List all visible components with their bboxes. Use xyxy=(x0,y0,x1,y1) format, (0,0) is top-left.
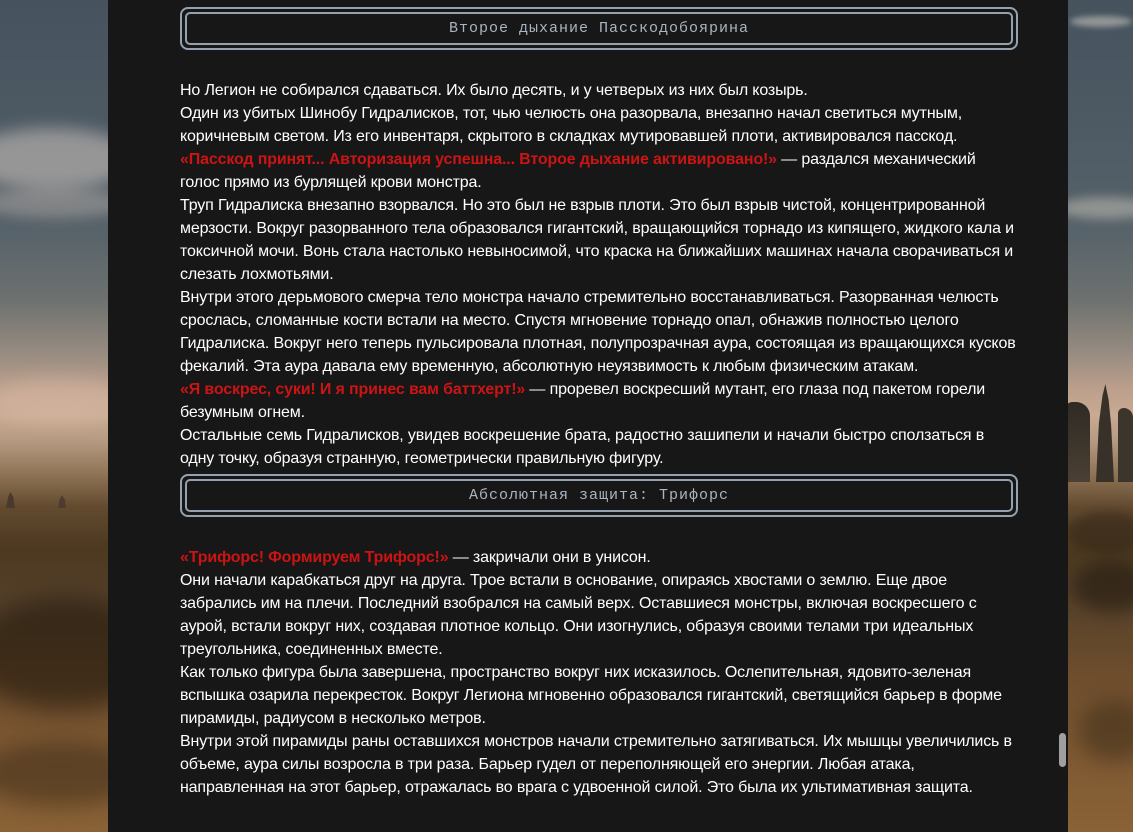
story-text: — проревел воскресший мутант, его глаза под пакетом горели безумным огнем. xyxy=(180,381,986,421)
story-text: Они начали карабкаться друг на друга. Трое встали в основание, опираясь хвостами о землю. Еще двое забрались им на плечи. Последний взобрался на самый верх. Оставшиеся монстры, включая воскресшего с аурой, встали вокруг них, создавая плотное кольцо. Они изогнулись, образуя своими телами три идеальных треугольника, соединенных вместе. xyxy=(180,572,977,658)
story-paragraph xyxy=(180,378,1018,424)
section-banner xyxy=(180,7,1018,50)
story-text: Но Легион не собирался сдаваться. Их было десять, и у четверых из них был козырь. xyxy=(180,82,808,99)
highlight-dialogue: «Пасскод принят... Авторизация успешна... Второе дыхание активировано!» xyxy=(180,151,777,168)
story-text: Внутри этого дерьмового смерча тело монстра начало стремительно восстанавливаться. Разорванная челюсть срослась, сломанные кости встали на место. Спустя мгновение торнадо опал, обнажив полностью целого Гидралиска. Вокруг него теперь пульсировала плотная, полупрозрачная аура, состоящая из вращающихся кусков фекалий. Эта аура давала ему временную, абсолютную неуязвимость к любым физическим атакам. xyxy=(180,289,1016,375)
story-text: Остальные семь Гидралисков, увидев воскрешение брата, радостно зашипели и начали быстро сползаться в одну точку, образуя странную, геометрически правильную фигуру. xyxy=(180,427,985,467)
story-text: — закричали они в унисон. xyxy=(448,549,651,566)
story-text: — раздался механический голос прямо из бурлящей крови монстра. xyxy=(180,151,976,191)
story-paragraph xyxy=(180,730,1018,799)
story-text: Труп Гидралиска внезапно взорвался. Но это был не взрыв плоти. Это был взрыв чистой, концентрированной мерзости. Вокруг разорванного тела образовался гигантский, вращающийся торнадо из кипящего, жидкого кала и токсичной мочи. Вонь стала настолько невыносимой, что краска на ближайших машинах начала сворачиваться и слезать лохмотьями. xyxy=(180,197,1014,283)
section-banner-frame xyxy=(185,479,1013,512)
section-banner xyxy=(180,474,1018,517)
highlight-dialogue: «Трифорс! Формируем Трифорс!» xyxy=(180,549,449,566)
story-paragraph xyxy=(180,661,1018,730)
section-banner-frame xyxy=(185,12,1013,45)
story-paragraph xyxy=(180,424,1018,470)
rock-spire xyxy=(6,492,15,508)
story-paragraph xyxy=(180,79,1018,102)
story-paragraph xyxy=(180,569,1018,661)
story-paragraph xyxy=(180,102,1018,148)
story-paragraph xyxy=(180,148,1018,194)
section-banner-title: Второе дыхание Пасскодобоярина xyxy=(448,20,750,37)
terrain-shadow xyxy=(1066,512,1133,552)
highlight-dialogue: «Я воскрес, суки! И я принес вам баттхерт!» xyxy=(180,381,526,398)
terrain-shadow xyxy=(1072,560,1133,612)
story-paragraph xyxy=(180,286,1018,378)
story-paragraph xyxy=(180,546,1018,569)
cloud xyxy=(1058,197,1133,219)
story-paragraph xyxy=(180,194,1018,286)
cloud xyxy=(1070,16,1132,27)
rock-spire xyxy=(1096,384,1114,482)
content-panel xyxy=(108,0,1068,832)
story-content xyxy=(180,7,1018,799)
section-banner-title: Абсолютная защита: Трифорс xyxy=(468,487,730,504)
story-text: Один из убитых Шинобу Гидралисков, тот, чью челюсть она разорвала, внезапно начал светиться мутным, коричневым светом. Из его инвентаря, скрытого в складках мутировавшей плоти, активировался пасскод. xyxy=(180,105,963,145)
rock-spire xyxy=(58,495,66,508)
scrollbar-thumb[interactable] xyxy=(1059,733,1066,767)
story-text: Внутри этой пирамиды раны оставшихся монстров начали стремительно затягиваться. Их мышцы увеличились в объеме, аура силы возросла в три раза. Барьер гудел от переполняющей его энергии. Любая атака, направленная на этот барьер, отражалась во врага с удвоенной силой. Это была их ультимативная защита. xyxy=(180,733,1012,796)
rock-spire xyxy=(1118,408,1133,482)
story-text: Как только фигура была завершена, пространство вокруг них исказилось. Ослепительная, ядовито-зеленая вспышка озарила перекресток. Вокруг Легиона мгновенно образовался гигантский, светящийся барьер в форме пирамиды, радиусом в несколько метров. xyxy=(180,664,1002,727)
terrain-shadow xyxy=(1078,700,1133,762)
